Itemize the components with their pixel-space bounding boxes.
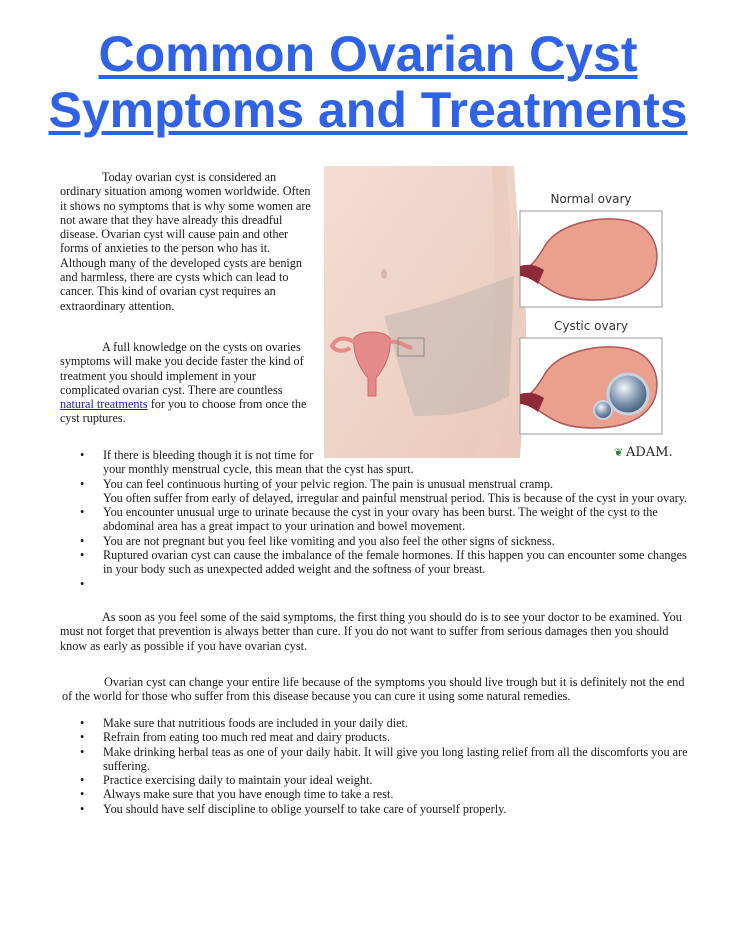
title-line-2: Symptoms and Treatments bbox=[48, 82, 688, 138]
symptoms-list bbox=[60, 448, 696, 591]
remedy-item: • Always make sure that you have enough time to take a rest. bbox=[80, 787, 394, 802]
intro-paragraph-1: Today ovarian cyst is considered an ordinary situation among women worldwide. Often it shows no symptoms that is why some women are not aware that they have already this dreadful disease. Ovarian cyst will cause pain and other forms of anxieties to the person who has it. Although many of the developed cysts are benign and harmless, there are cysts which can lead to cancer. This kind of ovarian cyst requires an extraordinary attention. bbox=[60, 170, 311, 313]
bullet-icon: • bbox=[80, 576, 85, 591]
ovary-illustration-icon bbox=[324, 166, 696, 458]
adam-credit: ADAM. bbox=[626, 445, 673, 458]
bullet-icon: • bbox=[80, 448, 85, 462]
intro-paragraph-2-tail: for you to choose from once the cyst ruptures. bbox=[60, 397, 307, 426]
bullet-icon: • bbox=[80, 730, 85, 745]
large-cyst bbox=[608, 374, 648, 414]
label-cystic: Cystic ovary bbox=[553, 319, 629, 333]
symptom-item-empty bbox=[60, 577, 696, 591]
remedy-item: • Make sure that nutritious foods are included in your daily diet. bbox=[80, 716, 408, 730]
natural-treatments-link[interactable]: natural treatments bbox=[60, 397, 148, 412]
remedy-item: • You should have self discipline to oblige yourself to take care of yourself properly. bbox=[80, 801, 507, 816]
bullet-icon: • bbox=[80, 773, 85, 788]
symptom-item: • Ruptured ovarian cyst can cause the imbalance of the female hormones. If this happen you can encounter some changes in your body such as unexpected added weight and the softness of your breast. bbox=[80, 548, 687, 577]
remedy-item: • Practice exercising daily to maintain your ideal weight. bbox=[80, 773, 373, 788]
bullet-icon: • bbox=[80, 801, 85, 816]
bullet-icon: • bbox=[80, 548, 85, 563]
bullet-icon: • bbox=[80, 533, 85, 548]
ovary-illustration bbox=[324, 166, 696, 458]
intro-paragraph-2-text: A full knowledge on the cysts on ovaries symptoms will make you decide faster the kind of treatment you should implement in your complicated ovarian cyst. There are countless bbox=[60, 339, 304, 397]
remedy-item: • Make drinking herbal teas as one of your daily habit. It will give you long lasting relief from all the discomforts you are suffering. bbox=[80, 744, 688, 773]
adam-leaf-icon: ❦ bbox=[614, 446, 624, 458]
small-cyst bbox=[594, 401, 612, 419]
intro-section bbox=[60, 170, 316, 426]
remedy-item: • Refrain from eating too much red meat and dairy products. bbox=[80, 730, 390, 745]
symptom-item: • You encounter unusual urge to urinate because the cyst in your ovary has been burst. The weight of the cyst to the abdominal area has a great impact to your urination and bowel movement. bbox=[80, 505, 658, 534]
label-normal: Normal ovary bbox=[550, 192, 632, 206]
bullet-icon: • bbox=[80, 744, 85, 759]
page-title bbox=[0, 26, 736, 138]
remedies-intro-paragraph: Ovarian cyst can change your entire life because of the symptoms you should live trough but it is definitely not the end of the world for those who suffer from this disease because you can cure it using some natural remedies. bbox=[62, 675, 685, 704]
bullet-icon: • bbox=[80, 787, 85, 802]
symptom-item: • If there is bleeding though it is not time for your monthly menstrual cycle, this mean that the cyst has spurt. bbox=[80, 448, 414, 477]
title-line-1: Common Ovarian Cyst bbox=[98, 26, 638, 82]
bullet-icon: • bbox=[80, 716, 85, 730]
bullet-icon: • bbox=[80, 505, 85, 520]
remedies-list bbox=[60, 716, 696, 816]
doctor-paragraph: As soon as you feel some of the said symptoms, the first thing you should do is to see your doctor to be examined. You must not forget that prevention is always better than cure. If you do not want to suffer from serious damages then you should know as early as possible if you have ovarian cyst. bbox=[60, 610, 682, 653]
intro-paragraph-2 bbox=[60, 340, 316, 426]
symptom-item: • You can feel continuous hurting of your pelvic region. The pain is unusual menstrual cramp. You often suffer from early of delayed, irregular and painful menstrual period. This is because of the cyst in your ovary. bbox=[80, 476, 688, 505]
symptom-item: • You are not pregnant but you feel like vomiting and you also feel the other signs of sickness. bbox=[80, 533, 555, 548]
navel bbox=[381, 269, 387, 279]
bullet-icon: • bbox=[80, 476, 85, 491]
